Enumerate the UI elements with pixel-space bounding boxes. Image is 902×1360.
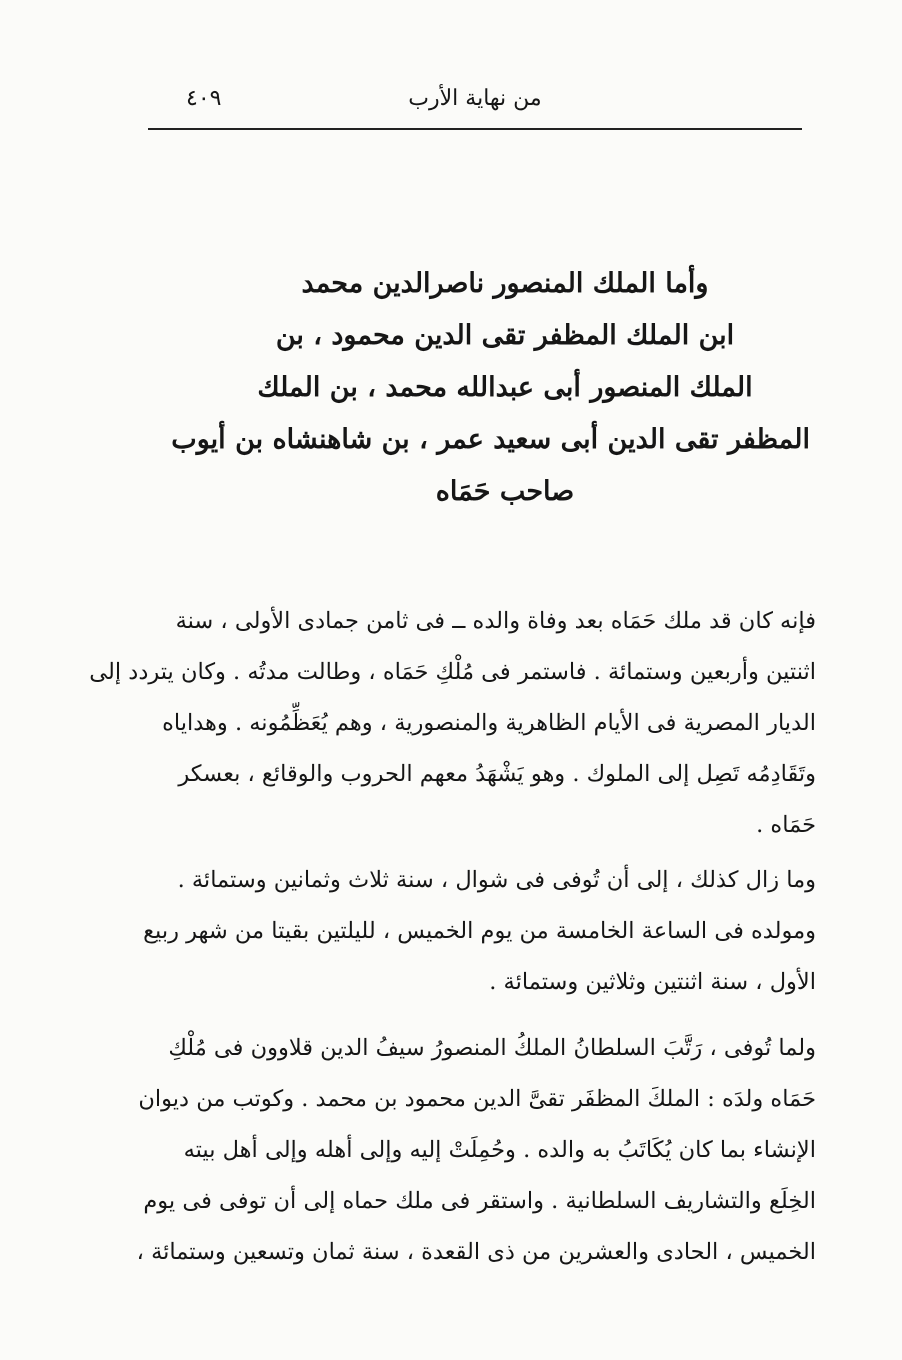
heading-line: وأما الملك المنصور ناصرالدين محمد [301, 268, 709, 299]
text-line: حَمَاه ولدَه : الملكَ المظفَر تقىَّ الدين محمود بن محمد . وكوتب من ديوان [138, 1086, 816, 1112]
text-line: حَمَاه . [756, 812, 816, 838]
heading-line: ابن الملك المظفر تقى الدين محمود ، بن [275, 320, 735, 351]
section-heading [171, 258, 810, 518]
heading-line: صاحب حَمَاه [435, 476, 575, 507]
text-line: ولما تُوفى ، رَتَّبَ السلطانُ الملكُ المنصورُ سيفُ الدين قلاوون فى مُلْكِ [168, 1035, 816, 1061]
text-line: الخِلَع والتشاريف السلطانية . واستقر فى ملك حماه إلى أن توفى فى يوم [143, 1188, 816, 1214]
running-title: من نهاية الأرب [408, 86, 542, 111]
text-line: ومولده فى الساعة الخامسة من يوم الخميس ، لليلتين بقيتا من شهر ربيع [143, 918, 816, 944]
paragraph-3 [136, 1023, 816, 1278]
text-line: اثنتين وأربعين وستمائة . فاستمر فى مُلْكِ حَمَاه ، وطالت مدتُه . وكان يتردد إلى [89, 659, 816, 685]
header-rule [148, 128, 802, 130]
page-header [148, 80, 802, 122]
text-line: الخميس ، الحادى والعشرين من ذى القعدة ، سنة ثمان وتسعين وستمائة ، [136, 1239, 816, 1265]
page-number: ٤٠٩ [186, 86, 222, 111]
paragraph-2 [143, 855, 816, 1008]
heading-line: الملك المنصور أبى عبدالله محمد ، بن الملك [257, 372, 753, 403]
text-line: الإنشاء بما كان يُكَاتَبُ به والده . وحُمِلَتْ إليه وإلى أهله وإلى أهل بيته [183, 1137, 816, 1163]
text-line: الأول ، سنة اثنتين وثلاثين وستمائة . [489, 969, 816, 995]
text-line: وما زال كذلك ، إلى أن تُوفى فى شوال ، سنة ثلاث وثمانين وستمائة . [177, 867, 816, 893]
text-line: الديار المصرية فى الأيام الظاهرية والمنصورية ، وهم يُعَظِّمُونه . وهداياه [162, 710, 816, 736]
paragraph-1 [89, 596, 816, 851]
text-line: فإنه كان قد ملك حَمَاه بعد وفاة والده ــ فى ثامن جمادى الأولى ، سنة [175, 608, 816, 634]
text-line: وتَقَادِمُه تَصِل إلى الملوك . وهو يَشْهَدُ معهم الحروب والوقائع ، بعسكر [178, 761, 816, 787]
heading-line: المظفر تقى الدين أبى سعيد عمر ، بن شاهنشاه بن أيوب [171, 424, 810, 455]
